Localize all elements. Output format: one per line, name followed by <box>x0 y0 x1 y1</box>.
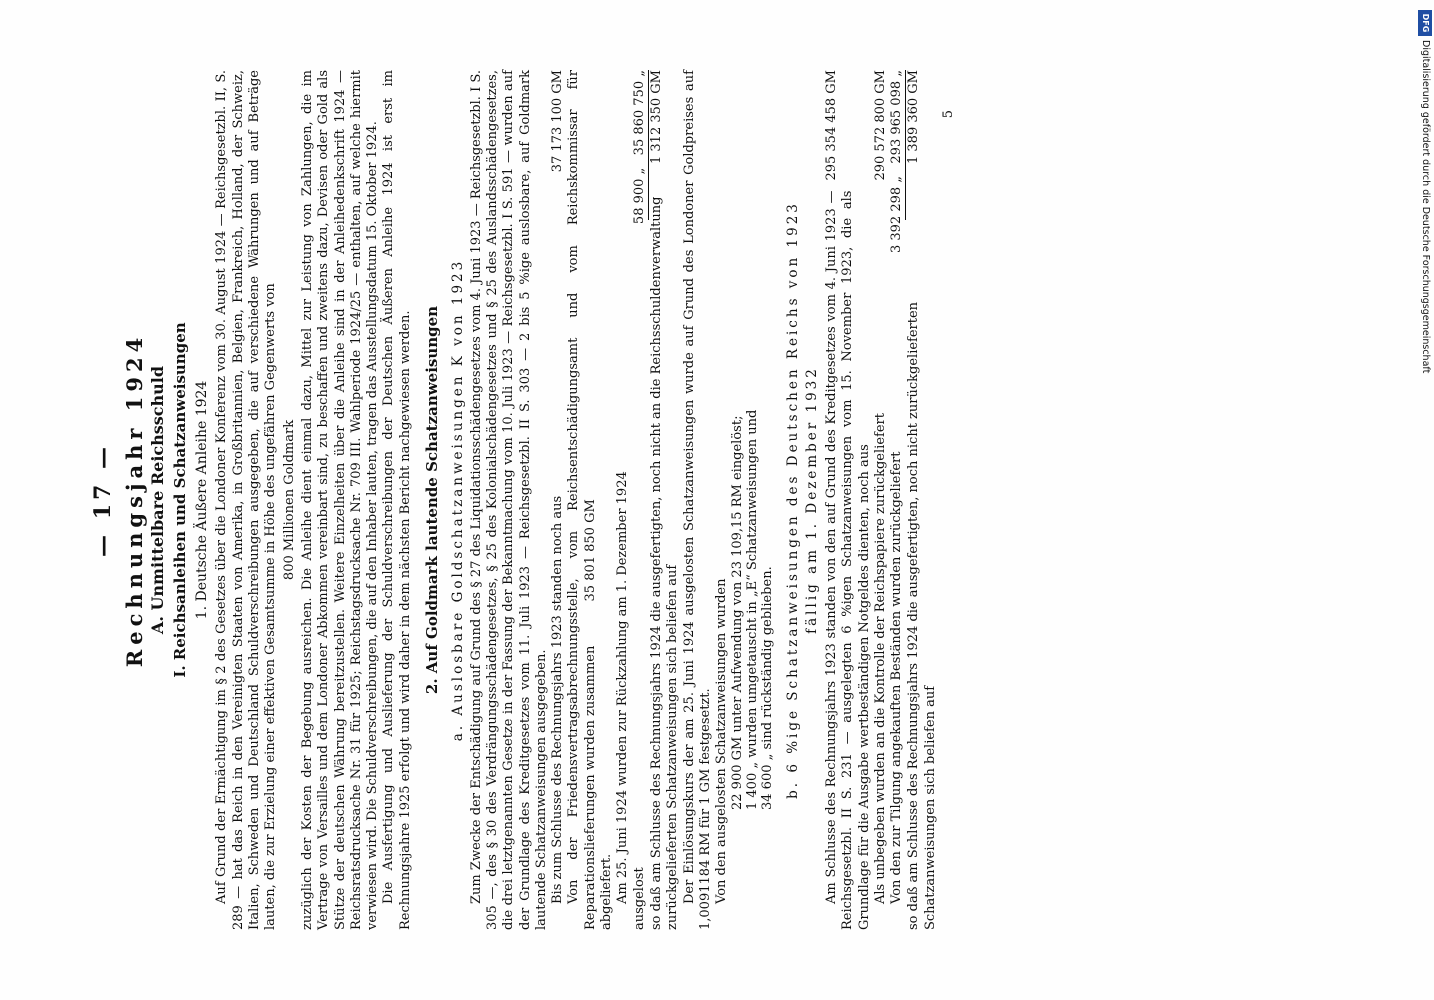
ledger-amount: 1 312 350 GM <box>648 70 664 164</box>
dfg-logo <box>1418 10 1432 36</box>
ledger-row <box>649 70 682 930</box>
ledger-amount: 37 173 100 GM <box>550 70 566 173</box>
ledger-label: Bis zum Schlusse des Rechnungsjahrs 1923 standen noch aus <box>550 495 566 904</box>
ledger-label: so daß am Schlusse des Rechnungsjahrs 1924 die ausgefertigten, noch nicht zurückgelieferten Schatzanweisungen sich beliefen auf <box>906 301 938 930</box>
paragraph <box>566 70 599 930</box>
ledger-amount-a: 3 392 298 <box>889 186 905 254</box>
ledger-amount: 290 572 800 GM <box>872 70 888 181</box>
page-number: — 17 — <box>90 443 116 557</box>
ledger-amount: 58 900 „ 35 860 750 „ <box>631 70 647 225</box>
ledger-label: Am Schlusse des Rechnungsjahrs 1923 standen von den auf Grund des Kreditgesetzes vom 4. Juni 1923 — Reichsgesetzbl. II S. 231 — ausgelegten 6 %igen Schatzanweisungen vom 15. November 1923, die als Grundlage für die Ausgabe wertbeständigen Notgeldes dienten, noch aus <box>823 190 872 930</box>
ledger-row <box>906 70 939 930</box>
digitization-stamp <box>1415 40 1431 420</box>
ledger-row <box>873 70 889 930</box>
page-body <box>90 70 957 930</box>
ledger-row <box>889 70 905 930</box>
paragraph: Die Ausfertigung und Auslieferung der Schuldverschreibungen der Deutschen Äußeren Anleihe 1924 ist erst im Rechnungsjahre 1925 erfolgt und wird daher in dem nächsten Bericht nachgewiesen werden. <box>381 70 413 930</box>
ledger-amount: 35 801 850 GM <box>582 499 598 602</box>
ledger-amount-a: 58 900 <box>631 178 647 225</box>
paragraph: Der Einlösungskurs der am 25. Juni 1924 ausgelosten Schatzanweisungen wurde auf Grund des Londoner Goldpreises auf 1,0091184 RM für 1 GM festgesetzt. <box>681 70 713 930</box>
section-heading-1: I. Reichsanleihen und Schatzanweisungen <box>170 322 189 678</box>
signature-mark: 5 <box>941 110 957 119</box>
paragraph: Auf Grund der Ermächtigung im § 2 des Gesetzes über die Londoner Konferenz vom 30. August 1924 — Reichsgesetzbl. II, S. 289 — hat das Reich in den Vereinigten Staaten von Amerika, in Großbritannien, Belgien, Frankreich, Holland, der Schweiz, Italien, Schweden und Deutschland Schuldverschreibungen ausgegeben, die auf verschiedene Währungen und auf Beträge lauten, die zur Erzielung einer effektiven Gesamtsumme in Höhe des ungefähren Gegenwerts von <box>214 70 279 930</box>
ledger-label: Als unbegeben wurden an die Kontrolle der Reichspapiere zurückgeliefert <box>872 413 888 904</box>
subsection-heading-1: 1. Deutsche Äußere Anleihe 1924 <box>194 380 211 620</box>
subsection-heading-2b-line2: fällig am 1. Dezember 1932 <box>803 366 820 634</box>
rotated-content <box>90 50 1345 950</box>
list-item: 1 400 „ wurden umgetauscht in „E“ Schatzanweisungen und <box>745 409 761 810</box>
ledger-amount: 3 392 298 „ 293 965 098 „ <box>889 70 905 254</box>
paragraph: abgeliefert. <box>599 853 615 930</box>
dfg-logo-text: DFG <box>1421 13 1430 33</box>
ledger-label: Von den zur Tilgung angekauften Beständen wurden zurückgeliefert <box>889 451 905 904</box>
ledger-row <box>550 70 566 930</box>
paragraph: Von den ausgelosten Schatzanweisungen wurden <box>714 578 730 904</box>
paragraph: zuzüglich der Kosten der Begebung ausreichen. Die Anleihe dient einmal dazu, Mittel zur Leistung von Zahlungen, die im Vertrage von Versailles und dem Londoner Abkommen vereinbart sind, zu beschaffen und zweitens dazu, Devisen oder Gold als Stütze der deutschen Währung bereitzustellen. Weitere Einzelheiten über die Anleihe sind in der Anleihedenkschrift 1924 — Reichsratsdrucksache Nr. 31 für 1925; Reichstagsdrucksache Nr. 709 III. Wahlperiode 1924/25 — enthalten, auf welche hiermit verwiesen wird. Die Schuldverschreibungen, die auf den Inhaber lauten, tragen das Ausstellungsdatum 15. Oktober 1924. <box>299 70 381 930</box>
ledger-label: ausgelost <box>631 867 647 930</box>
paragraph: Am 25. Juni 1924 wurden zur Rückzahlung am 1. Dezember 1924 <box>615 471 631 904</box>
stamp-text: Digitalisierung gefördert durch die Deutsche Forschungsgemeinschaft <box>1420 40 1431 374</box>
document-title: Rechnungsjahr 1924 <box>122 332 148 668</box>
subsection-heading-2b: b. 6 %ige Schatzanweisungen des Deutschen Reichs von 1923 <box>785 201 802 799</box>
ledger-label: so daß am Schlusse des Rechnungsjahrs 1924 die ausgefertigten, noch nicht an die Reichsschuldenverwaltung zurückgelieferten Schatzanweisungen sich beliefen auf <box>648 196 681 930</box>
amount-centered: 800 Millionen Goldmark <box>281 419 297 581</box>
subsection-heading-2a: a. Auslosbare Goldschatzanweisungen K von 1923 <box>450 258 467 742</box>
list-item: 34 600 „ sind rückständig geblieben. <box>760 566 776 810</box>
subsection-heading-2: 2. Auf Goldmark lautende Schatzanweisungen <box>423 305 442 695</box>
ledger-amount: 295 354 458 GM <box>823 70 839 181</box>
ledger-amount-b: 293 965 098 <box>889 80 905 164</box>
paragraph-text: Von der Friedensvertragsabrechnungsstelle, vom Reichsentschädigungsamt und vom Reichskommissar für Reparationslieferungen wurden zusammen <box>566 70 598 930</box>
ledger-amount: 1 389 360 GM <box>906 70 922 164</box>
paragraph: Zum Zwecke der Entschädigung auf Grund des § 27 des Liquidationsschädengesetzes vom 4. Juni 1923 — Reichsgesetzbl. I S. 305 —, des § 30 des Verdrängungsschädengesetzes, § 25 des Kolonialschädengesetzes und § 25 des Auslandsschädengesetzes, die drei letztgenannten Gesetze in der Fassung der Bekanntmachung vom 10. Juli 1923 — Reichsgesetzbl. I S. 591 — wurden auf der Grundlage des Kreditgesetzes vom 11. Juli 1923 — Reichsgesetzbl. II S. 303 — 2 bis 5 %ige auslosbare, auf Goldmark lautende Schatzanweisungen ausgegeben. <box>468 70 549 930</box>
section-heading-a: A. Unmittelbare Reichsschuld <box>147 365 167 635</box>
ledger-row <box>824 70 873 930</box>
ledger-row <box>632 70 648 930</box>
ledger-amount-b: 35 860 750 <box>631 80 647 156</box>
list-item: 22 900 GM unter Aufwendung von 23 109,15 RM eingelöst; <box>730 415 746 810</box>
redemption-list <box>730 70 775 930</box>
